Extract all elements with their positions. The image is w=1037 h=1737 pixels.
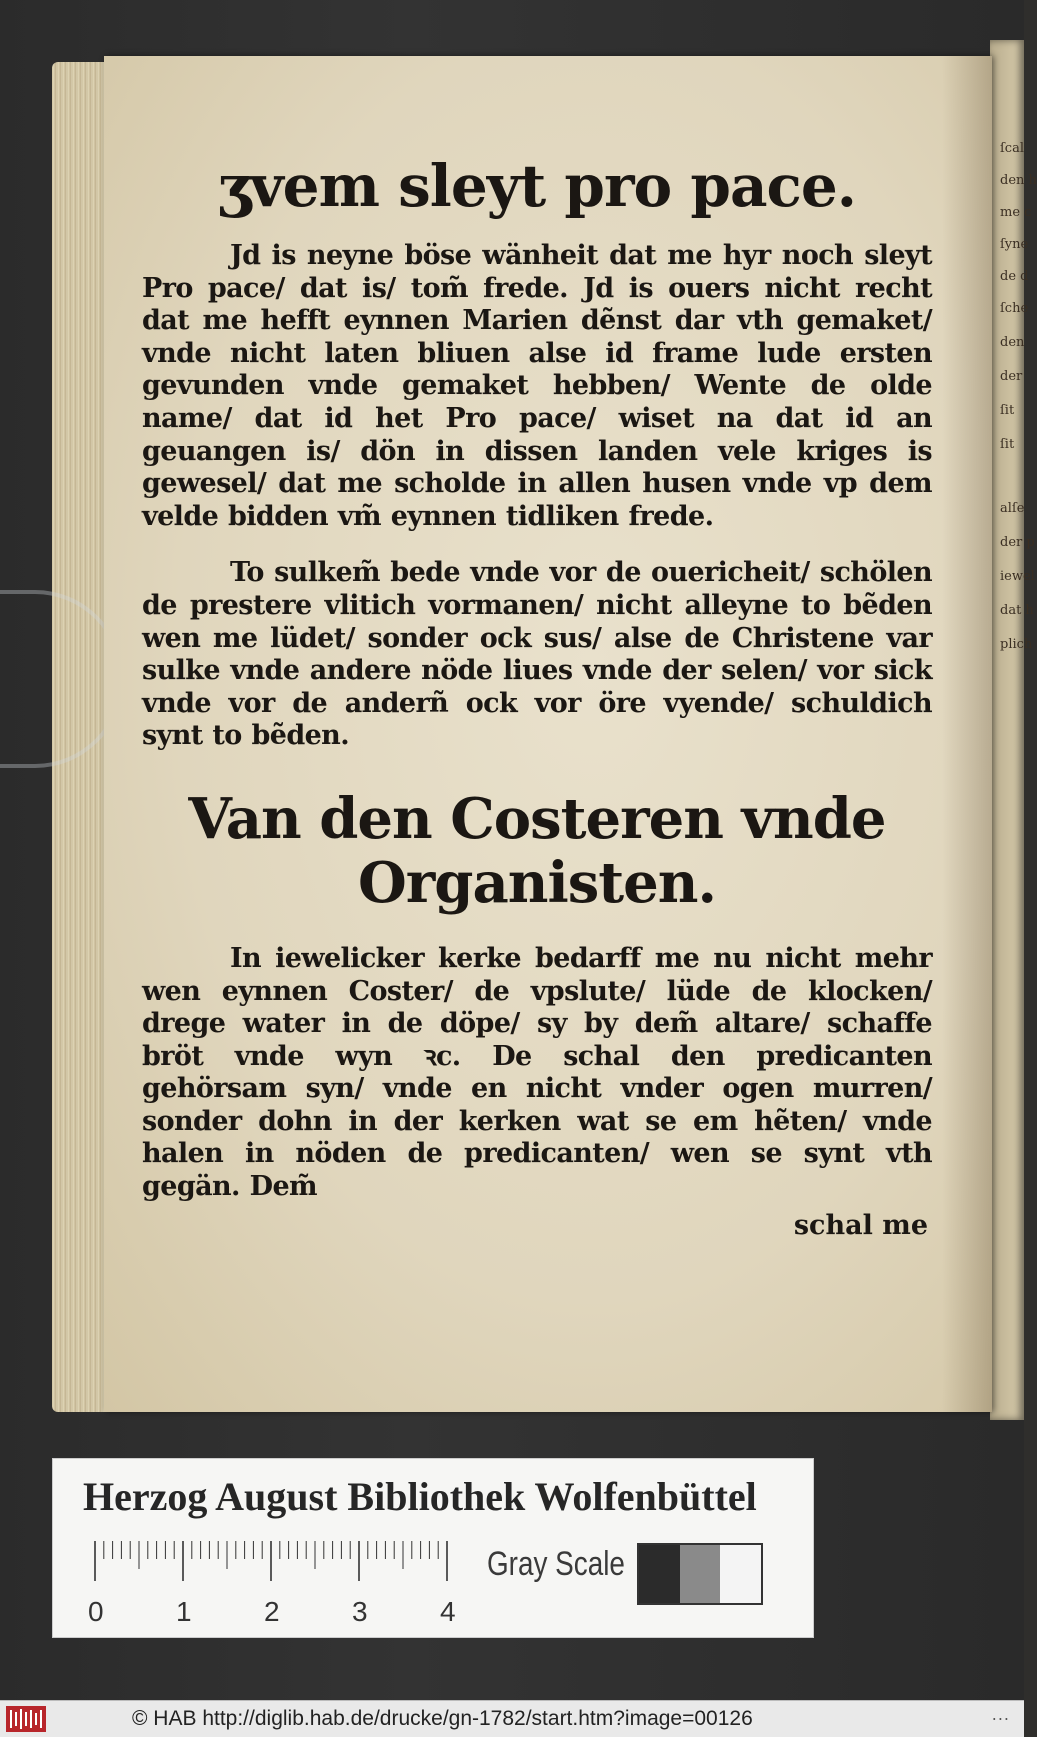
more-icon[interactable]: ... <box>991 1705 1010 1724</box>
next-page-fragment: ſyne <box>1000 237 1029 252</box>
next-page-fragment: me c <box>1000 205 1032 220</box>
next-page-fragment: den h <box>1000 173 1037 188</box>
next-page-fragment: dat h <box>1000 603 1034 618</box>
catchword: schal me <box>793 1209 928 1241</box>
next-page-fragment: iewel <box>1000 569 1035 584</box>
grayscale-swatch <box>720 1545 761 1603</box>
next-page-fragment: ſit <box>1000 403 1015 418</box>
ruler-number: 4 <box>440 1596 456 1627</box>
paragraph-2: To sulkem̃ bede vnde vor de ouericheit/ schölen de prestere vlitich vormanen/ nicht alleyne to bẽden wen me lüdet/ sonder ock sus/ alse de Christene var sulke vnde andere nöde liues vnde der selen/ vor sick vnde vor de anderñ ock vor öre vyende/ schuldich synt to bẽden. <box>142 557 932 752</box>
grayscale-swatch <box>680 1545 721 1603</box>
footer-bar <box>0 1700 1024 1737</box>
next-page-fragment: alſe <box>1000 501 1025 516</box>
footer-copyright-url[interactable]: © HAB http://diglib.hab.de/drucke/gn-1782/start.htm?image=00126 <box>132 1707 753 1730</box>
page-text <box>142 94 932 1241</box>
next-page-fragment: ſcal <box>1000 141 1025 156</box>
next-page-fragment: plich <box>1000 637 1033 652</box>
next-page-fragment: der <box>1000 369 1023 384</box>
next-page-fragment: den <box>1000 335 1025 350</box>
library-label-card <box>52 1458 814 1638</box>
ruler-number: 3 <box>352 1596 368 1627</box>
measurement-ruler <box>87 1537 472 1627</box>
section-heading-pro-pace: ʒvem sleyt pro pace. <box>218 152 856 220</box>
ruler-number: 2 <box>264 1596 280 1627</box>
ruler-number: 1 <box>176 1596 192 1627</box>
paragraph-3: In iewelicker kerke bedarff me nu nicht mehr wen eynnen Coster/ de vpslute/ lüde de klocken/ drege water in de döpe/ sy by dem̃ altare/ schaffe bröt vnde wyn ꝛc. De schal den predicanten gehörsam syn/ vnde en nicht vnder ogen murren/ sonder dohn in der kerken wat se em hẽten/ vnde halen in nöden de predicanten/ wen se synt vth gegän. Dem̃ <box>142 942 932 1203</box>
next-page-fragment: de d <box>1000 269 1029 284</box>
grayscale-swatches <box>637 1543 763 1605</box>
section-heading-costeren: Van den Costeren vnde Organisten. <box>188 785 886 916</box>
gutter-shadow <box>942 56 992 1412</box>
next-page-fragment: ſche <box>1000 301 1029 316</box>
next-page-fragment: ſit <box>1000 437 1015 452</box>
library-name: Herzog August Bibliothek Wolfenbüttel <box>83 1474 757 1519</box>
paragraph-1: Jd is neyne böse wänheit dat me hyr noch sleyt Pro pace/ dat is/ tom̃ frede. Jd is ouers nicht recht dat me hefft eynnen Marien dẽnst dar vth gemaket/ vnde nicht laten bliuen alse id frame lude ersten gevunden vnde gemaket hebben/ Wente de olde name/ dat id het Pro pace/ wiset na dat id an geuangen is/ dön in dissen landen vele kriges is gewesel/ dat me scholde in allen husen vnde vp dem velde bidden vm̃ eynnen tidliken frede. <box>142 240 932 532</box>
ruler-number: 0 <box>88 1596 104 1627</box>
grayscale-label: Gray Scale <box>487 1545 625 1583</box>
next-page-fragment: der p <box>1000 535 1035 550</box>
grayscale-swatch <box>639 1545 680 1603</box>
hab-logo-icon <box>6 1706 46 1732</box>
